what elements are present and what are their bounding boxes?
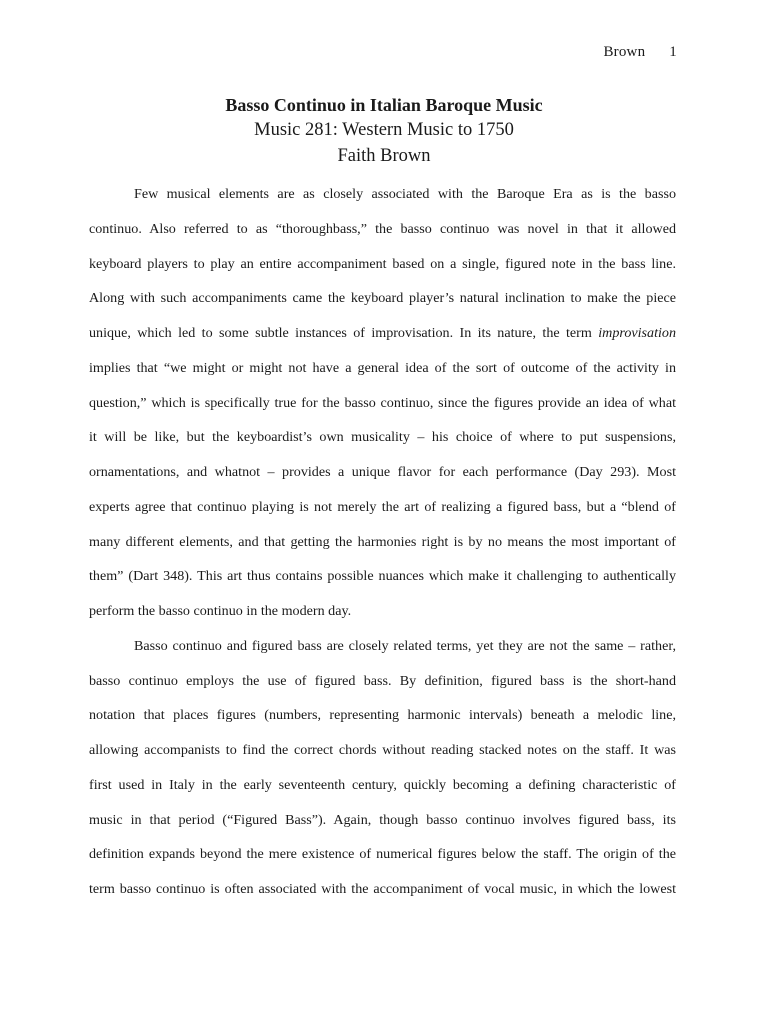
paragraph-1-line-4: Along with such accompaniments came the keyboard player’s natural inclination to make the piece	[89, 290, 676, 307]
paragraph-2-line-1: Basso continuo and figured bass are closely related terms, yet they are not the same – rather,	[134, 637, 676, 654]
paragraph-2-line-3: notation that places figures (numbers, representing harmonic intervals) beneath a melodic line,	[89, 707, 676, 724]
paragraph-2-line-7: definition expands beyond the mere existence of numerical figures below the staff. The origin of the	[89, 846, 676, 863]
paragraph-2-line-5: first used in Italy in the early seventeenth century, quickly becoming a defining characteristic of	[89, 776, 676, 793]
paragraph-1-line-7: question,” which is specifically true for the basso continuo, since the figures provide an idea of what	[89, 394, 676, 411]
paragraph-1-line-8: it will be like, but the keyboardist’s own musicality – his choice of where to put suspensions,	[89, 429, 676, 446]
course-name: Music 281: Western Music to 1750	[254, 120, 514, 140]
paragraph-1-line-5-text: unique, which led to some subtle instances of improvisation. In its nature, the term	[89, 325, 599, 341]
paper-title: Basso Continuo in Italian Baroque Music	[225, 95, 543, 115]
paragraph-1-line-12: them” (Dart 348). This art thus contains possible nuances which make it challenging to authentically	[89, 568, 676, 585]
author-name: Faith Brown	[337, 146, 431, 166]
paragraph-1-line-13: perform the basso continuo in the modern day.	[89, 603, 352, 619]
body-text	[89, 177, 676, 907]
paragraph-2-line-6: music in that period (“Figured Bass”). Again, though basso continuo involves figured bass, its	[89, 811, 676, 828]
paragraph-1-line-3: keyboard players to play an entire accompaniment based on a single, figured note in the bass line.	[89, 255, 676, 272]
paragraph-1-line-10: experts agree that continuo playing is not merely the art of realizing a figured bass, but a “blend of	[89, 498, 676, 515]
page-number: 1	[669, 44, 677, 60]
paragraph-1-line-2: continuo. Also referred to as “thoroughbass,” the basso continuo was novel in that it allowed	[89, 220, 676, 237]
paragraph-1-line-1: Few musical elements are as closely associated with the Baroque Era as is the basso	[134, 186, 676, 202]
paragraph-2-line-4: allowing accompanists to find the correct chords without reading stacked notes on the staff. It was	[89, 742, 676, 758]
italic-term-improvisation: improvisation	[598, 325, 676, 341]
paragraph-1-line-9: ornamentations, and whatnot – provides a unique flavor for each performance (Day 293). Most	[89, 464, 676, 480]
paragraph-2-line-8: term basso continuo is often associated with the accompaniment of vocal music, in which the lowest	[89, 881, 676, 897]
paragraph-2-line-2: basso continuo employs the use of figured bass. By definition, figured bass is the short-hand	[89, 672, 676, 689]
paragraph-1-line-11: many different elements, and that getting the harmonies right is by no means the most important of	[89, 533, 676, 550]
running-header	[603, 44, 677, 61]
paragraph-1-line-6: implies that “we might or might not have a general idea of the sort of outcome of the activity in	[89, 359, 676, 376]
paragraph-1-line-5	[89, 316, 676, 351]
header-author-surname: Brown	[603, 44, 646, 60]
title-block	[0, 93, 768, 169]
